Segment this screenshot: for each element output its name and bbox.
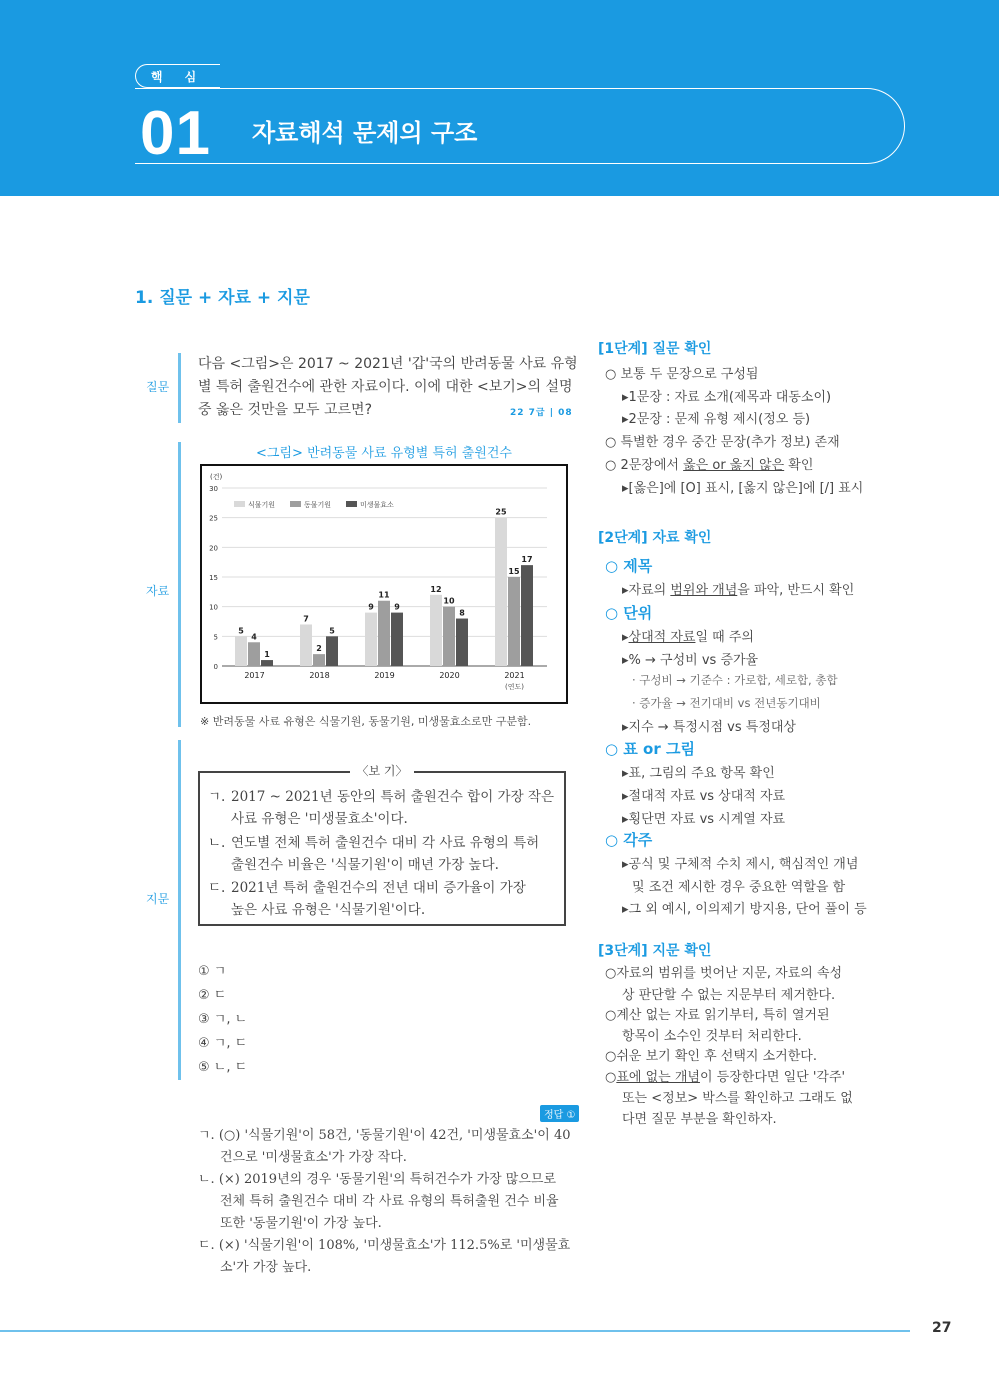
option-4[interactable]: ④ ㄱ, ㄷ: [198, 1036, 248, 1051]
bar: [430, 595, 442, 666]
bar-value-label: 15: [508, 567, 520, 576]
bar-value-label: 9: [368, 602, 374, 612]
step2-unit-line5: ▸지수 → 특정시점 vs 특정대상: [622, 720, 796, 735]
step2-footnote-line2: 및 조건 제시한 경우 중요한 역할을 함: [632, 880, 846, 895]
step2-title-line: ▸자료의 범위와 개념을 파악, 반드시 확인: [622, 583, 855, 598]
step2-unit-line3: · 구성비 → 기준수 : 가로합, 세로합, 총합: [632, 673, 838, 687]
step1-line5: ○ 2문장에서 옳은 or 옳지 않은 확인: [605, 458, 814, 473]
step2-unit-line1: ▸상대적 자료일 때 주의: [622, 630, 754, 645]
bar-value-label: 11: [378, 590, 390, 600]
bar: [248, 642, 260, 666]
step1-line4: ○ 특별한 경우 중간 문장(추가 정보) 존재: [605, 435, 840, 450]
side-label-question: 질문: [146, 380, 170, 394]
footer-rule: [0, 1330, 910, 1332]
question-bracket: [178, 353, 181, 423]
step2-table-line3: ▸횡단면 자료 vs 시계열 자료: [622, 812, 786, 827]
bar-value-label: 7: [303, 614, 309, 624]
section-title: 1. 질문 + 자료 + 지문: [135, 288, 310, 308]
bogi-item-1-line1: 2017 ~ 2021년 동안의 특허 출원건수 합이 가장 작은: [231, 789, 555, 805]
step1-line1: ○ 보통 두 문장으로 구성됨: [605, 367, 759, 382]
bogi-item-2-mark: ㄴ.: [208, 835, 226, 851]
bogi-item-3-line2: 높은 사료 유형은 '식물기원'이다.: [231, 902, 426, 918]
step2-title: [2단계] 자료 확인: [598, 530, 712, 546]
bar: [300, 624, 312, 666]
explanation-2-line3: 또한 '동물기원'이 가장 높다.: [220, 1216, 382, 1231]
x-tick-label: 2019: [374, 671, 395, 680]
step3-line4: 항목이 소수인 것부터 처리한다.: [622, 1029, 802, 1044]
step2-heading-footnote: ○ 각주: [605, 831, 653, 849]
header-frame: [135, 88, 905, 164]
explanation-3-line2: 소'가 가장 높다.: [220, 1260, 312, 1275]
chart-frame: [200, 464, 568, 704]
step1-title: [1단계] 질문 확인: [598, 341, 712, 357]
legend-swatch: [234, 501, 245, 507]
step1-line2: ▸1문장 : 자료 소개(제목과 대동소이): [622, 390, 832, 405]
x-axis-unit: (연도): [505, 683, 524, 691]
option-5[interactable]: ⑤ ㄴ, ㄷ: [198, 1060, 248, 1075]
bar: [365, 613, 377, 666]
explanation-2-line2: 전체 특허 출원건수 대비 각 사료 유형의 특허출원 건수 비율: [220, 1194, 559, 1209]
chart-footnote: ※ 반려동물 사료 유형은 식물기원, 동물기원, 미생물효소로만 구분함.: [200, 715, 532, 728]
explanation-1-line2: 건으로 '미생물효소'가 가장 작다.: [220, 1150, 407, 1165]
bar: [326, 636, 338, 666]
bogi-item-3-mark: ㄷ.: [208, 880, 226, 896]
option-2[interactable]: ② ㄷ: [198, 988, 227, 1003]
passage-bracket: [178, 740, 181, 1080]
x-tick-label: 2018: [309, 671, 330, 680]
y-axis-unit: (건): [210, 473, 223, 481]
bar-value-label: 1: [264, 650, 270, 660]
bar-value-label: 8: [459, 608, 465, 618]
step2-heading-table: ○ 표 or 그림: [605, 740, 695, 758]
bar: [378, 601, 390, 666]
y-tick-label: 20: [209, 544, 218, 553]
bar-value-label: 2: [316, 644, 322, 654]
bar-value-label: 25: [495, 507, 507, 517]
chapter-title: 자료해석 문제의 구조: [252, 119, 478, 147]
bar-chart: [202, 466, 566, 702]
option-1[interactable]: ① ㄱ: [198, 964, 227, 979]
chart-caption: <그림> 반려동물 사료 유형별 특허 출원건수: [256, 446, 512, 461]
step2-table-line2: ▸절대적 자료 vs 상대적 자료: [622, 789, 786, 804]
legend-label: 동물기원: [304, 501, 332, 509]
y-tick-label: 0: [213, 663, 218, 671]
step2-heading-unit: ○ 단위: [605, 604, 653, 622]
step2-table-line1: ▸표, 그림의 주요 항목 확인: [622, 766, 775, 781]
question-text: 다음 <그림>은 2017 ~ 2021년 '갑'국의 반려동물 사료 유형별 특허 출원건수에 관한 자료이다. 이에 대한 <보기>의 설명 중 옳은 것만을 모두 고르면?: [198, 356, 578, 418]
y-tick-label: 15: [209, 574, 218, 582]
step2-footnote-line1: ▸공식 및 구체적 수치 제시, 핵심적인 개념: [622, 857, 859, 872]
x-tick-label: 2020: [439, 671, 460, 680]
x-tick-label: 2017: [244, 671, 265, 680]
legend-label: 식물기원: [248, 501, 276, 509]
step3-line5: ○쉬운 보기 확인 후 선택지 소거한다.: [605, 1049, 817, 1064]
bar: [508, 577, 520, 666]
bogi-item-2-line1: 연도별 전체 특허 출원건수 대비 각 사료 유형의 특허: [231, 835, 540, 851]
bar-value-label: 5: [238, 626, 244, 636]
question-source-tag: 22 7급 | 08: [510, 408, 573, 418]
step1-line6: ▸[옳은]에 [O] 표시, [옳지 않은]에 [/] 표시: [622, 481, 864, 496]
explanation-1-line1: ㄱ. (○) '식물기원'이 58건, '동물기원'이 42건, '미생물효소'이 40: [198, 1128, 571, 1143]
bar-value-label: 4: [251, 632, 257, 642]
answer-options: [198, 960, 247, 1080]
header-label: 핵 심: [135, 64, 220, 88]
bar: [495, 518, 507, 666]
x-tick-label: 2021: [504, 671, 525, 680]
bogi-item-1-mark: ㄱ.: [208, 789, 226, 805]
step3-line6: ○표에 없는 개념이 등장한다면 일단 '각주': [605, 1070, 846, 1085]
bar: [443, 607, 455, 666]
explanation-3-line1: ㄷ. (×) '식물기원'이 108%, '미생물효소'가 112.5%로 '미생물효: [198, 1238, 571, 1253]
bogi-item-1-line2: 사료 유형은 '미생물효소'이다.: [231, 811, 408, 827]
step2-footnote-line3: ▸그 외 예시, 이의제기 방지용, 단어 풀이 등: [622, 902, 867, 917]
bar-value-label: 10: [443, 596, 455, 606]
bar: [235, 636, 247, 666]
y-tick-label: 30: [209, 485, 218, 493]
y-tick-label: 5: [213, 633, 218, 642]
bogi-title: 〈보 기〉: [350, 762, 414, 779]
side-label-data: 자료: [146, 584, 170, 598]
bar-value-label: 9: [394, 602, 400, 612]
step1-line3: ▸2문장 : 문제 유형 제시(정오 등): [622, 412, 811, 427]
step3-title: [3단계] 지문 확인: [598, 943, 712, 959]
y-tick-label: 25: [209, 514, 218, 523]
page-number: 27: [932, 1320, 952, 1336]
bar: [456, 619, 468, 666]
bar-value-label: 17: [521, 555, 533, 565]
bar: [313, 654, 325, 666]
data-bracket: [178, 442, 181, 727]
bar-value-label: 5: [329, 626, 335, 636]
step2-unit-line4: · 증가율 → 전기대비 vs 전년동기대비: [632, 696, 821, 710]
step3-line1: ○자료의 범위를 벗어난 지문, 자료의 속성: [605, 966, 843, 981]
step3-line2: 상 판단할 수 없는 지문부터 제거한다.: [622, 988, 836, 1003]
bar-value-label: 12: [430, 584, 442, 594]
bogi-item-2-line2: 출원건수 비율은 '식물기원'이 매년 가장 높다.: [231, 857, 499, 873]
y-tick-label: 10: [209, 603, 218, 612]
legend-label: 미생물효소: [360, 501, 394, 509]
answer-badge: 정답 ①: [540, 1105, 579, 1122]
bar: [391, 613, 403, 666]
step2-heading-title: ○ 제목: [605, 557, 653, 575]
bogi-item-3-line1: 2021년 특허 출원건수의 전년 대비 증가율이 가장: [231, 880, 526, 896]
chapter-number: 01: [140, 99, 211, 168]
legend-swatch: [290, 501, 301, 507]
side-label-passage: 지문: [146, 892, 170, 906]
option-3[interactable]: ③ ㄱ, ㄴ: [198, 1012, 248, 1027]
step3-line8: 다면 질문 부분을 확인하자.: [622, 1112, 777, 1127]
legend-swatch: [346, 501, 357, 507]
explanation-2-line1: ㄴ. (×) 2019년의 경우 '동물기원'의 특허건수가 가장 많으므로: [198, 1172, 557, 1187]
step3-line3: ○계산 없는 자료 읽기부터, 특히 열거된: [605, 1008, 830, 1023]
bar: [521, 565, 533, 666]
step2-unit-line2: ▸% → 구성비 vs 증가율: [622, 653, 759, 668]
step3-line7: 또는 <정보> 박스를 확인하고 그래도 없: [622, 1091, 853, 1106]
bar: [261, 660, 273, 666]
